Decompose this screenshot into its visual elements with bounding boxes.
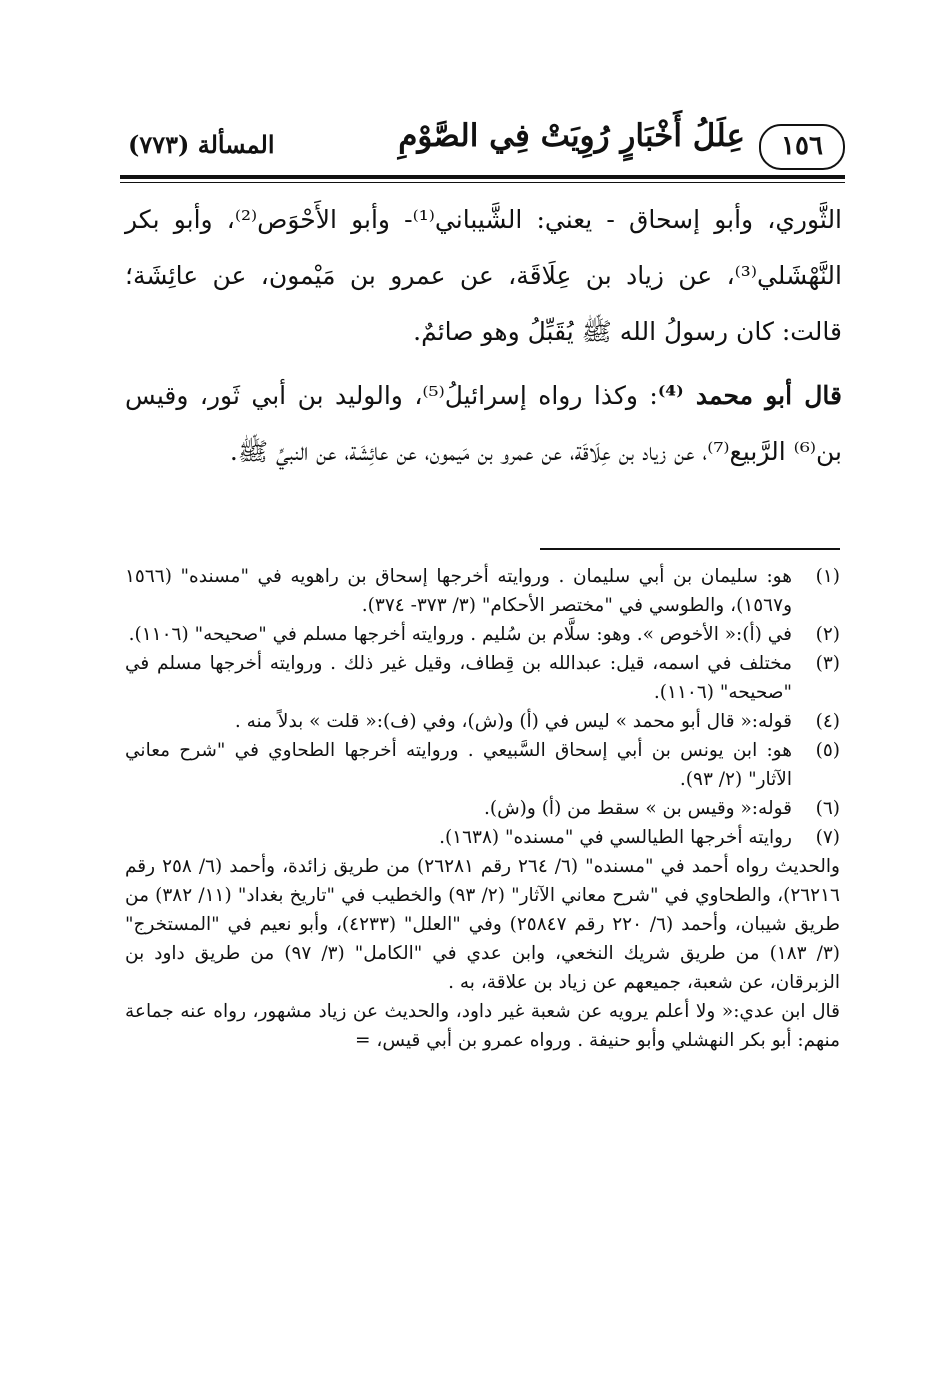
main-text [125, 192, 842, 480]
footnote-number: (٢) [815, 624, 840, 645]
footnote-text: هو: ابن يونس بن أبي إسحاق السَّبيعي . وروايته أخرجها الطحاوي في "شرح معاني الآثار" (٢/ ٩٣). [125, 740, 792, 790]
page-header [120, 118, 845, 173]
footnote-continuation-2: قال ابن عدي:« ولا أعلم يرويه عن شعبة غير داود، والحديث عن زياد مشهور، رواه عنه جماعة منهم: أبو بكر النهشلي وأبو حنيفة . ورواه عمرو بن أبي قيس، = [125, 1001, 840, 1051]
footnote-1 [125, 562, 840, 620]
footnote-continuation-1: والحديث رواه أحمد في "مسنده" (٦/ ٢٦٤ رقم ٢٦٢٨١) من طريق زائدة، وأحمد (٦/ ٢٥٨ رقم ٢٦٢١٦)، والطحاوي في "شرح معاني الآثار" (٢/ ٩٣) والخطيب في "تاريخ بغداد" (١١/ ٣٨٢) من طريق شيبان، وأحمد (٦/ ٢٢٠ رقم ٢٥٨٤٧) وفي "العلل" (٤٢٣٣)، وأبو نعيم في "المستخرج" (٣/ ١٨٣) من طريق شريك النخعي، وابن عدي في "الكامل" (٣/ ٩٧) من طريق داود بن الزبرقان، عن شعبة، جميعهم عن زياد بن علاقة، به . [125, 856, 840, 993]
main-paragraph-1: الثَّوري، وأبو إسحاق - يعني: الشَّيباني⁽¹⁾- وأبو الأَحْوَص⁽²⁾، وأبو بكر النَّهْشَلي⁽³⁾، عن زياد بن عِلَاقَة، عن عمرو بن مَيْمون، عن عائِشَة؛ قالت: كان رسولُ الله ﷺ يُقَبِّلُ وهو صائمٌ. [125, 205, 843, 346]
footnote-5 [125, 736, 840, 794]
footnote-number: (٧) [815, 827, 840, 848]
header-rule-thick [120, 175, 845, 179]
footnote-text: هو: سليمان بن أبي سليمان . وروايته أخرجها إسحاق بن راهويه في "مسنده" (١٥٦٦ و١٥٦٧)، والطوسي في "مختصر الأحكام" (٣/ ٣٧٣- ٣٧٤). [125, 566, 792, 616]
footnote-number: (٣) [815, 653, 840, 674]
footnote-separator [540, 548, 840, 550]
footnote-text: في (أ):« الأخوص ». وهو: سلَّام بن سُليم . وروايته أخرجها مسلم في "صحيحه" (١١٠٦). [128, 624, 792, 645]
footnote-3 [125, 649, 840, 707]
main-paragraph-2 [125, 368, 842, 480]
main-paragraph-2-text: : وكذا رواه إسرائيلُ⁽⁵⁾، والوليد بن أبي ثَور، وقيس بن⁽⁶⁾ الرَّبيع⁽⁷⁾، عن زياد بن عِلَاقَة، عن عمرو بن مَيمون، عن عائِشَة، عن النبيِّ ﷺ. [125, 381, 842, 466]
footnote-6 [125, 794, 840, 823]
footnote-number: (٦) [815, 798, 840, 819]
footnote-text: روايته أخرجها الطيالسي في "مسنده" (١٦٣٨). [439, 827, 792, 848]
footnote-4 [125, 707, 840, 736]
issue-label: المسألة (٧٧٣) [128, 130, 275, 159]
footnote-text: قوله:« وقيس بن » سقط من (أ) و(ش). [484, 798, 792, 819]
footnote-text: مختلف في اسمه، قيل: عبدالله بن قِطاف، وقيل غير ذلك . وروايته أخرجها مسلم في "صحيحه" (١١٠٦). [125, 653, 792, 703]
footnote-2 [125, 620, 840, 649]
footnote-text: قوله:« قال أبو محمد » ليس في (أ) و(ش)، وفي (ف):« قلت » بدلاً منه . [234, 711, 792, 732]
page-number: ١٥٦ [759, 124, 845, 170]
speaker-label: قال أبو محمد ⁽⁴⁾ [657, 381, 842, 410]
header-rule-thin [120, 182, 845, 183]
footnote-number: (٥) [815, 740, 840, 761]
footnote-number: (١) [815, 566, 840, 587]
book-title: عِلَلُ أَخْبَارٍ رُوِيَتْ فِي الصَّوْمِ [398, 118, 745, 154]
footnote-7 [125, 823, 840, 852]
footnotes [125, 562, 840, 1055]
footnote-number: (٤) [815, 711, 840, 732]
